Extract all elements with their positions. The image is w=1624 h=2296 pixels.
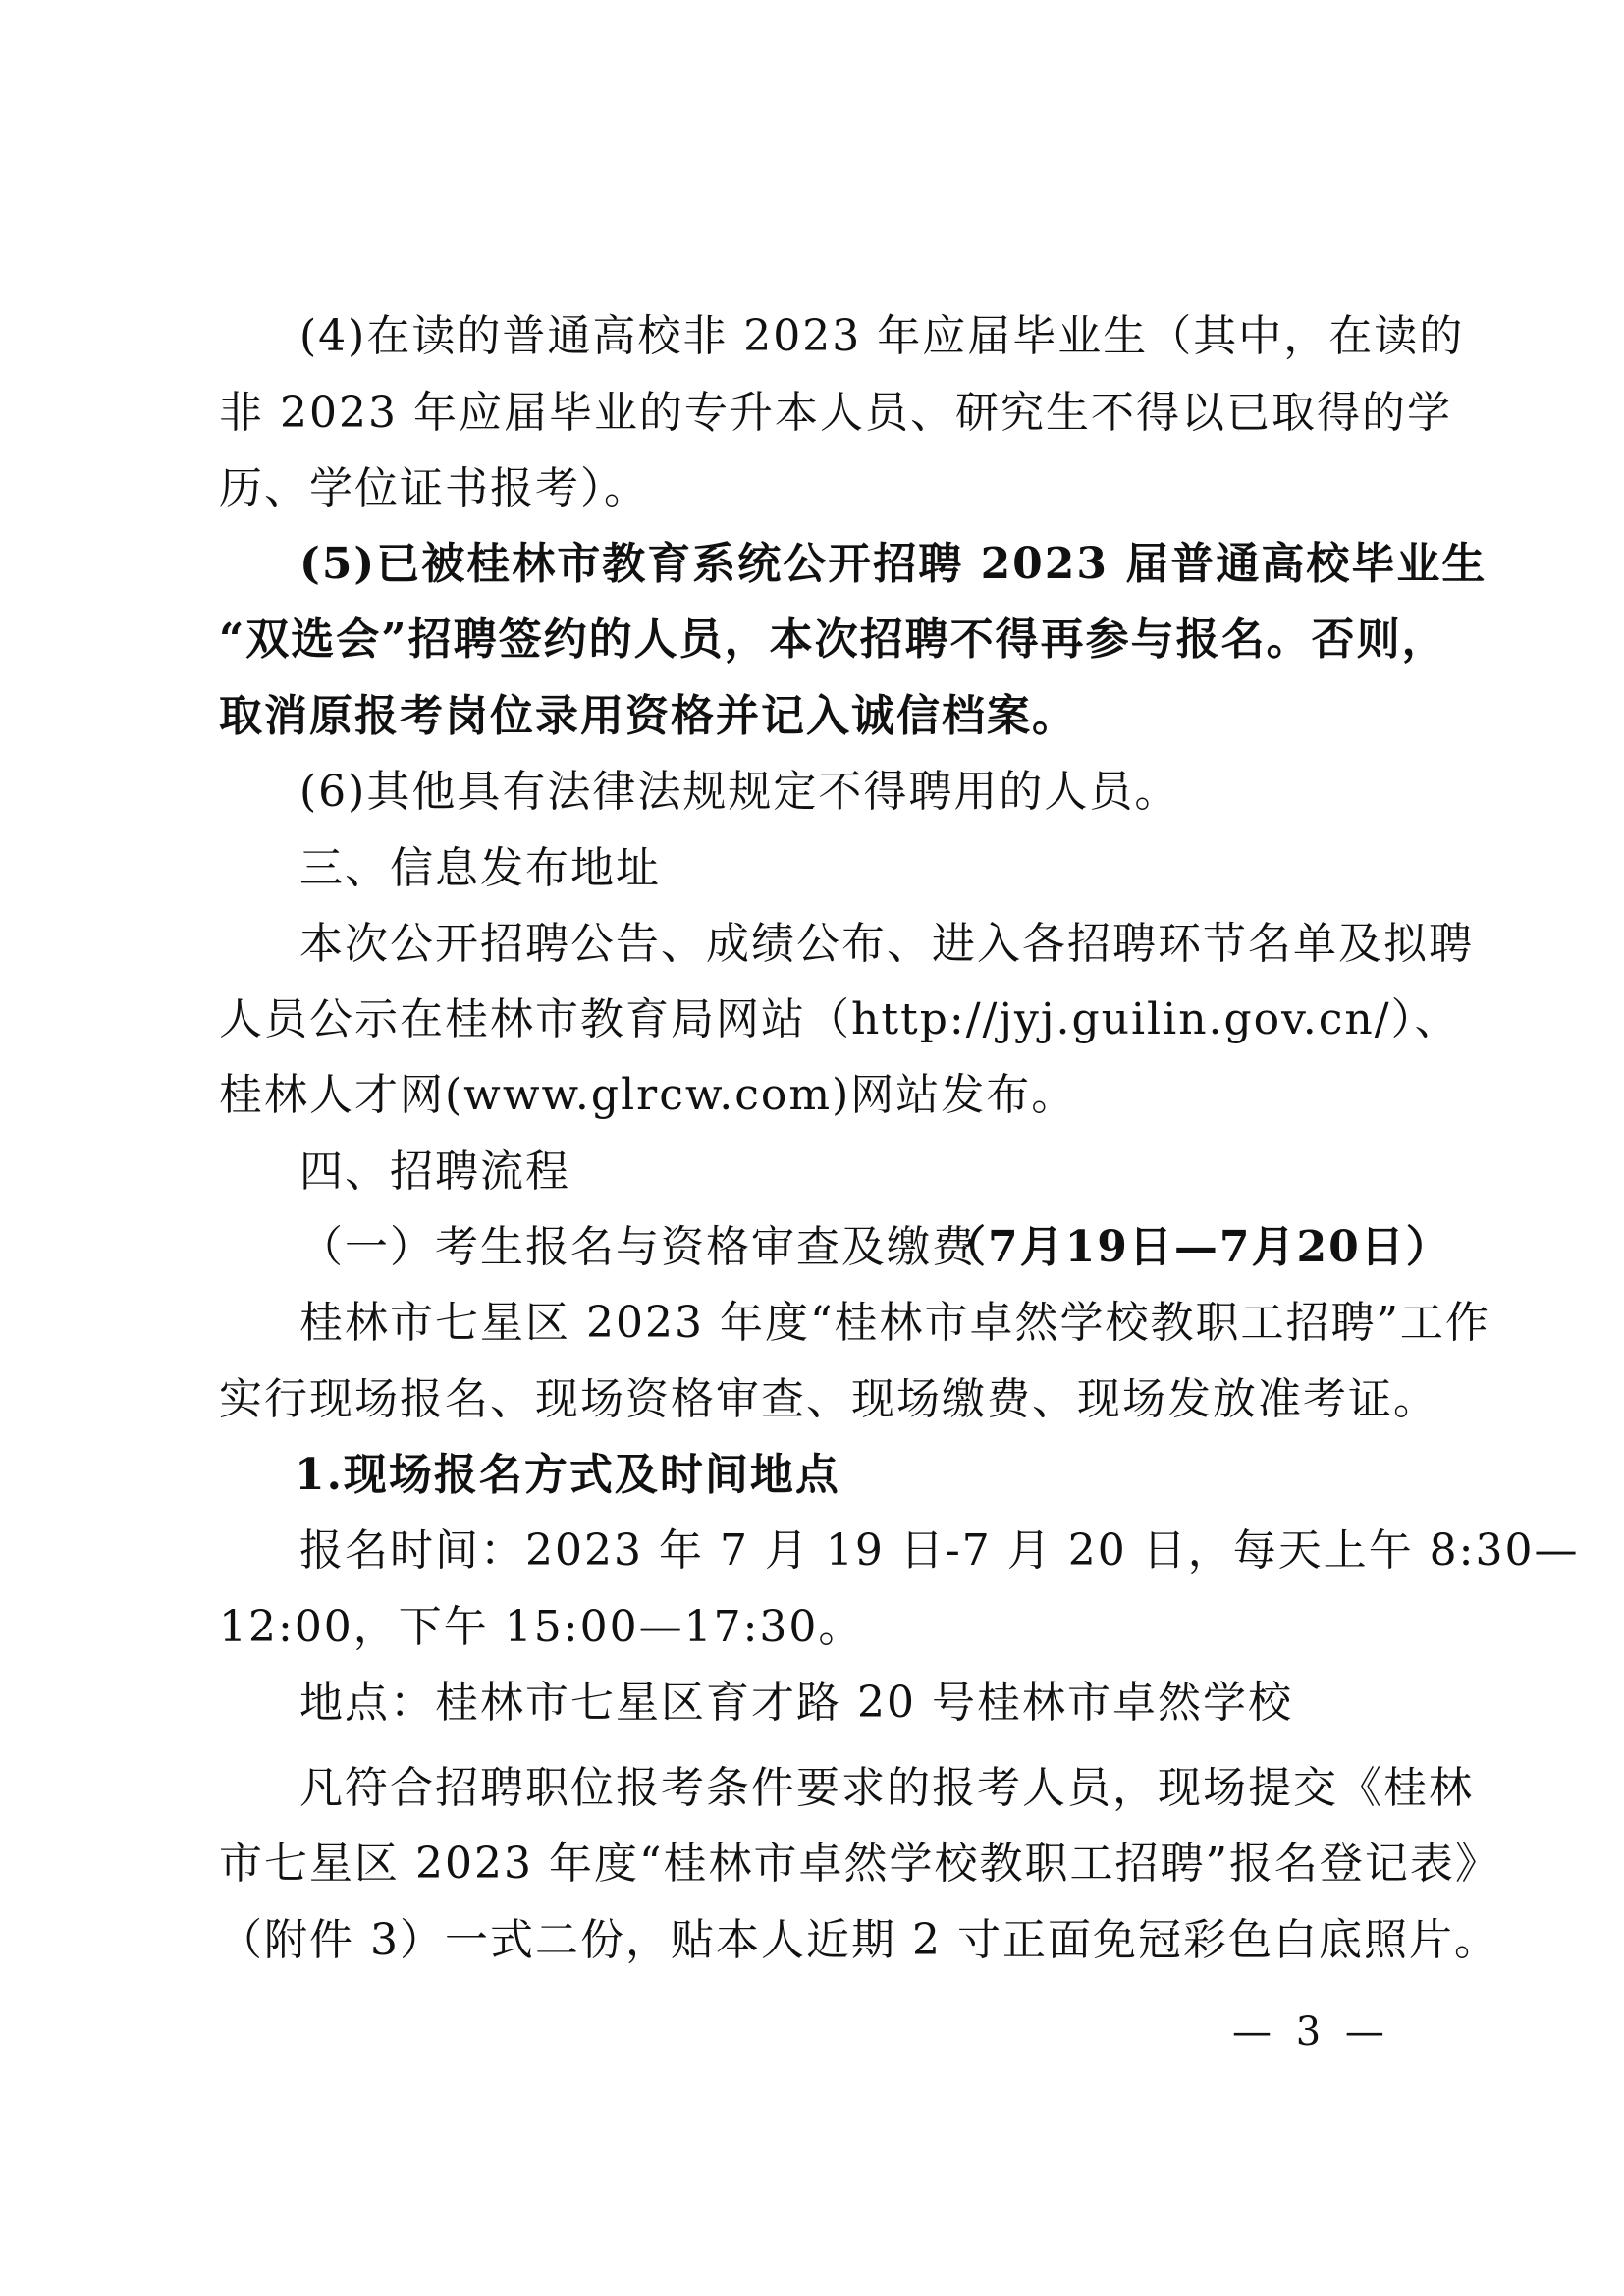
text-line: 历、学位证书报考）。 bbox=[219, 463, 649, 513]
text-line: 市七星区 2023 年度“桂林市卓然学校教职工招聘”报名登记表》 bbox=[219, 1839, 1500, 1889]
date-range: （7月19日—7月20日） bbox=[943, 1222, 1451, 1272]
text-line: 桂林市七星区 2023 年度“桂林市卓然学校教职工招聘”工作 bbox=[299, 1298, 1490, 1348]
section-heading: 三、信息发布地址 bbox=[299, 843, 661, 893]
subsection-heading: （一）考生报名与资格审查及缴费 bbox=[299, 1222, 977, 1272]
text-line-bold: “双选会”招聘签约的人员，本次招聘不得再参与报名。否则， bbox=[219, 614, 1447, 665]
text-line-bold: (5)已被桂林市教育系统公开招聘 2023 届普通高校毕业生 bbox=[299, 539, 1488, 589]
text-line: 地点：桂林市七星区育才路 20 号桂林市卓然学校 bbox=[299, 1678, 1293, 1728]
subsection-heading: 1.现场报名方式及时间地点 bbox=[295, 1450, 840, 1500]
text-line: 非 2023 年应届毕业的专升本人员、研究生不得以已取得的学 bbox=[219, 388, 1452, 438]
text-line: (4)在读的普通高校非 2023 年应届毕业生（其中，在读的 bbox=[299, 311, 1465, 361]
text-line-bold: 取消原报考岗位录用资格并记入诚信档案。 bbox=[219, 691, 1077, 741]
text-line: 12:00，下午 15:00—17:30。 bbox=[219, 1602, 864, 1652]
text-line: （附件 3）一式二份，贴本人近期 2 寸正面免冠彩色白底照片。 bbox=[219, 1915, 1499, 1965]
text-line: 人员公示在桂林市教育局网站（http://jyj.guilin.gov.cn/）、 bbox=[219, 994, 1460, 1044]
text-line: 报名时间：2023 年 7 月 19 日-7 月 20 日，每天上午 8:30— bbox=[299, 1525, 1580, 1575]
section-heading: 四、招聘流程 bbox=[299, 1147, 570, 1197]
text-line: 桂林人才网(www.glrcw.com)网站发布。 bbox=[219, 1070, 1077, 1120]
page-number: — 3 — bbox=[1232, 2009, 1390, 2055]
text-line: 实行现场报名、现场资格审查、现场缴费、现场发放准考证。 bbox=[219, 1374, 1438, 1424]
text-line: 凡符合招聘职位报考条件要求的报考人员，现场提交《桂林 bbox=[299, 1763, 1474, 1813]
text-line: 本次公开招聘公告、成绩公布、进入各招聘环节名单及拟聘 bbox=[299, 919, 1474, 969]
text-line: (6)其他具有法律法规规定不得聘用的人员。 bbox=[299, 767, 1180, 817]
